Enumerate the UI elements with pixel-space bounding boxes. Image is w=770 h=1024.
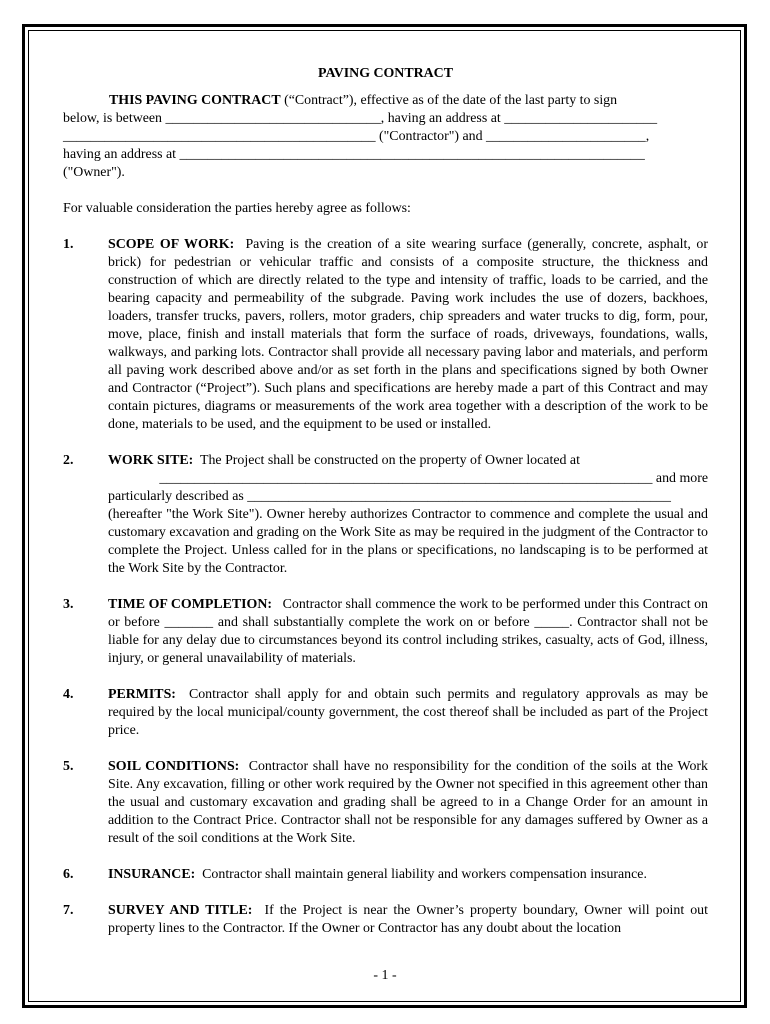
section-survey-and-title <box>63 902 708 938</box>
section-heading: PERMITS: <box>108 687 176 702</box>
section-text: If the Project is near the Owner’s property boundary, Owner will point out property lines to the Contractor. If the Owner or Contractor has any doubt about the location <box>108 903 708 936</box>
intro-line-2: below, is between _______________________________, having an address at ______________________ <box>63 111 658 126</box>
section-number: 7. <box>63 903 74 918</box>
section-text: Contractor shall maintain general liability and workers compensation insurance. <box>202 867 647 882</box>
intro-line-4: having an address at ___________________________________________________________________ <box>63 147 645 162</box>
section-heading: SURVEY AND TITLE: <box>108 903 253 918</box>
section-heading: TIME OF COMPLETION: <box>108 597 272 612</box>
section-text: Contractor shall commence the work to be performed under this Contract on or before _______ and shall substantially complete the work on or before _____. Contractor shall not be liable for any delay due to circumstances beyond its control including strikes, casualty, acts of God, illness, injury, or general unavailability of materials. <box>108 597 709 666</box>
intro-line-3: _____________________________________________ ("Contractor") and _______________________, <box>63 129 650 144</box>
document-title: PAVING CONTRACT <box>318 66 453 81</box>
section-insurance <box>63 866 708 884</box>
section-permits <box>63 686 708 740</box>
section-number: 4. <box>63 687 74 702</box>
section-scope-of-work <box>63 236 708 434</box>
section-text: Contractor shall have no responsibility for the condition of the soils at the Work Site. Any excavation, filling or other work required by the Owner not specified in this agreement other than the usual and customary excavation and grading shall be agreed to in a Change Order for an amount in addition to the Contract Price. Contractor shall not be responsible for any damages suffered by Owner as a result of the soil conditions at the Work Site. <box>108 759 708 846</box>
intro-line-5: ("Owner"). <box>63 165 125 180</box>
section-work-site <box>63 452 708 578</box>
section-number: 5. <box>63 759 74 774</box>
work-site-location-text: The Project shall be constructed on the property of Owner located at <box>200 453 580 468</box>
section-number: 6. <box>63 867 74 882</box>
section-number: 3. <box>63 597 74 612</box>
section-text: Paving is the creation of a site wearing surface (generally, concrete, asphalt, or brick) for pedestrian or vehicular traffic and consists of a composite structure, the thickness and construction of which are directly related to the type and intensity of traffic, loads to be carried, and the bearing capacity and permeability of the subgrade. Paving work includes the use of dozers, backhoes, loaders, transfer trucks, pavers, rollers, motor graders, chip spreaders and water trucks to dig, form, pour, move, place, finish and install materials that form the surface of roads, driveways, foundations, walls, walkways, and parking lots. Contractor shall provide all necessary paving labor and materials, and perform all paving work described above and/or as set forth in the plans and specifications signed by both Owner and Contractor (“Project”). Such plans and specifications are hereby made a part of this Contract and may contain pictures, diagrams or measurements of the work area together with a description of the work to be done, materials to be used, and the equipment to be used or installed. <box>108 237 708 432</box>
section-text: Contractor shall apply for and obtain such permits and regulatory approvals as may be required by the local municipal/county government, the cost thereof shall be included as part of the Project price. <box>108 687 708 738</box>
section-time-of-completion <box>63 596 708 668</box>
intro-line-1 <box>63 92 708 110</box>
document-page <box>63 64 708 956</box>
work-site-line-3: particularly described as _____________________________________________________________ <box>108 489 671 504</box>
section-heading: SOIL CONDITIONS: <box>108 759 240 774</box>
work-site-line-1 <box>108 452 708 470</box>
section-number: 2. <box>63 453 74 468</box>
section-heading: WORK SITE: <box>108 453 194 468</box>
page-number: - 1 - <box>373 968 397 983</box>
section-heading: INSURANCE: <box>108 867 196 882</box>
section-text: (hereafter "the Work Site"). Owner hereby authorizes Contractor to commence and complete the usual and customary excavation and grading on the Work Site as may be required in the judgment of the Contractor to complete the Project. Unless called for in the plans or specifications, no landscaping is to be performed at the Work Site by the Contractor. <box>108 507 708 576</box>
section-heading: SCOPE OF WORK: <box>108 237 235 252</box>
intro-paragraph <box>63 92 708 182</box>
section-number: 1. <box>63 237 74 252</box>
intro-line-1-rest: (“Contract”), effective as of the date of the last party to sign <box>280 93 618 108</box>
work-site-line-2: _______________________________________________________________________ and more <box>159 471 708 486</box>
section-soil-conditions <box>63 758 708 848</box>
intro-lead-bold: THIS PAVING CONTRACT <box>109 93 281 108</box>
consideration-line: For valuable consideration the parties hereby agree as follows: <box>63 201 411 216</box>
